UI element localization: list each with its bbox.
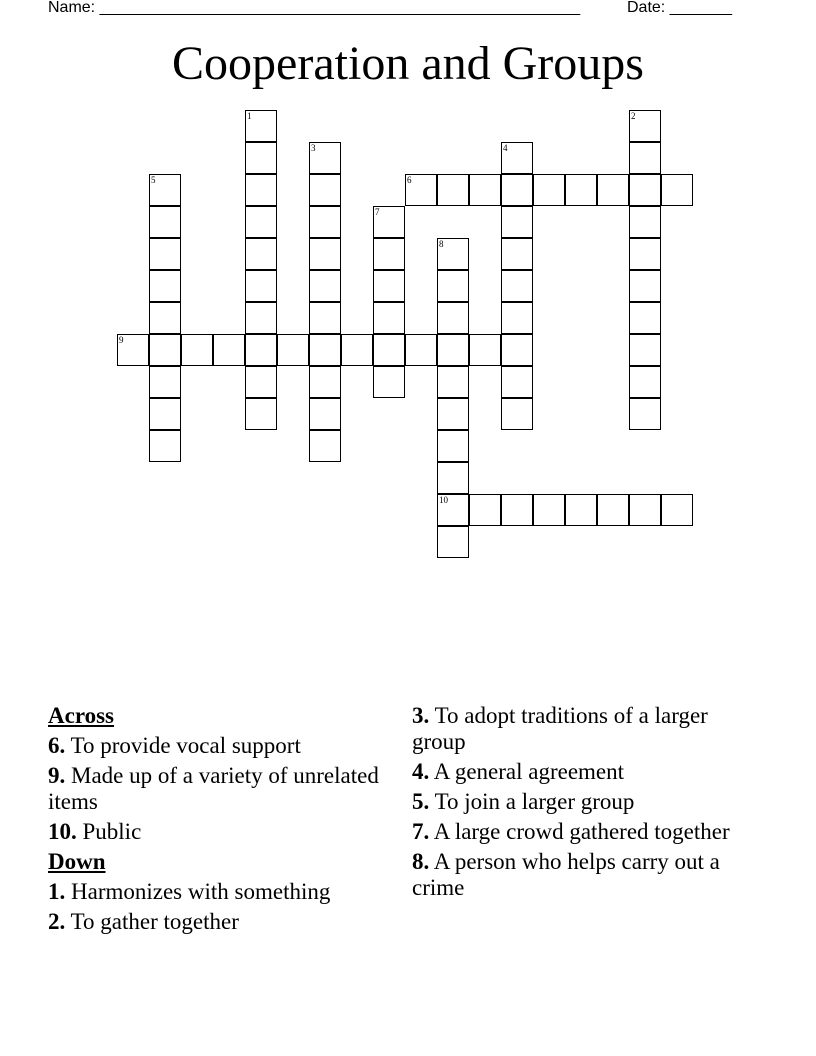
crossword-cell[interactable]: [501, 302, 533, 334]
clue-down-1: 1. Harmonizes with something: [48, 879, 331, 904]
crossword-cell[interactable]: [245, 174, 277, 206]
crossword-cell[interactable]: [245, 110, 277, 142]
crossword-cell[interactable]: [469, 494, 501, 526]
crossword-cell[interactable]: [437, 270, 469, 302]
clue-across-10: 10. Public: [48, 819, 142, 844]
crossword-cell[interactable]: [661, 174, 693, 206]
crossword-cell[interactable]: [149, 334, 181, 366]
crossword-cell[interactable]: [373, 270, 405, 302]
date-field-label: Date: _______: [627, 0, 732, 16]
crossword-cell[interactable]: [341, 334, 373, 366]
crossword-cell[interactable]: [597, 494, 629, 526]
cell-number: 2: [631, 111, 636, 121]
crossword-cell[interactable]: [309, 334, 341, 366]
crossword-cell[interactable]: [373, 206, 405, 238]
crossword-cell[interactable]: [629, 206, 661, 238]
crossword-cell[interactable]: [373, 302, 405, 334]
cell-number: 7: [375, 207, 380, 217]
crossword-cell[interactable]: [405, 174, 437, 206]
clue-down-7: 7. A large crowd gathered together: [412, 819, 730, 844]
clues-column-left: [48, 703, 388, 939]
crossword-cell[interactable]: [309, 174, 341, 206]
crossword-cell[interactable]: [629, 110, 661, 142]
crossword-cell[interactable]: [245, 366, 277, 398]
crossword-cell[interactable]: [629, 238, 661, 270]
clue-across-9: 9. Made up of a variety of unrelated items: [48, 763, 379, 814]
crossword-cell[interactable]: [501, 174, 533, 206]
page-title: Cooperation and Groups: [172, 37, 644, 90]
crossword-cell[interactable]: [437, 526, 469, 558]
crossword-cell[interactable]: [629, 398, 661, 430]
crossword-cell[interactable]: [437, 366, 469, 398]
crossword-cell[interactable]: [245, 142, 277, 174]
crossword-cell[interactable]: [437, 334, 469, 366]
crossword-cell[interactable]: [629, 142, 661, 174]
crossword-cell[interactable]: [245, 238, 277, 270]
crossword-cell[interactable]: [309, 366, 341, 398]
crossword-cell[interactable]: [629, 270, 661, 302]
crossword-cell[interactable]: [181, 334, 213, 366]
crossword-cell[interactable]: [597, 174, 629, 206]
clue-down-5: 5. To join a larger group: [412, 789, 635, 814]
crossword-cell[interactable]: [629, 494, 661, 526]
crossword-cell[interactable]: [373, 366, 405, 398]
cell-number: 1: [247, 111, 252, 121]
crossword-cell[interactable]: [437, 238, 469, 270]
crossword-cell[interactable]: [213, 334, 245, 366]
name-field-label: Name: ______________________________________________________: [48, 0, 581, 16]
crossword-cell[interactable]: [309, 238, 341, 270]
crossword-cell[interactable]: [245, 302, 277, 334]
crossword-cell[interactable]: [533, 494, 565, 526]
crossword-cell[interactable]: [629, 174, 661, 206]
cell-number: 5: [151, 175, 156, 185]
crossword-cell[interactable]: [373, 334, 405, 366]
cell-number: 8: [439, 239, 444, 249]
crossword-cell[interactable]: [245, 398, 277, 430]
crossword-cell[interactable]: [149, 430, 181, 462]
crossword-cell[interactable]: [437, 302, 469, 334]
crossword-cell[interactable]: [309, 270, 341, 302]
cell-number: 3: [311, 143, 316, 153]
crossword-cell[interactable]: [309, 430, 341, 462]
crossword-cell[interactable]: [437, 174, 469, 206]
crossword-cell[interactable]: [565, 174, 597, 206]
crossword-cell[interactable]: [437, 462, 469, 494]
down-heading: Down: [48, 849, 106, 874]
cell-number: 9: [119, 335, 124, 345]
crossword-cell[interactable]: [565, 494, 597, 526]
crossword-cell[interactable]: [149, 366, 181, 398]
crossword-cell[interactable]: [309, 206, 341, 238]
crossword-cell[interactable]: [245, 270, 277, 302]
crossword-cell[interactable]: [501, 206, 533, 238]
crossword-cell[interactable]: [629, 334, 661, 366]
cell-number: 10: [439, 495, 448, 505]
crossword-cell[interactable]: [501, 366, 533, 398]
crossword-cell[interactable]: [501, 334, 533, 366]
across-heading: Across: [48, 703, 115, 728]
cell-number: 4: [503, 143, 508, 153]
crossword-cell[interactable]: [501, 238, 533, 270]
crossword-cell[interactable]: [149, 238, 181, 270]
clues-column-right: [412, 703, 752, 905]
crossword-cell[interactable]: [149, 302, 181, 334]
crossword-cell[interactable]: [437, 430, 469, 462]
crossword-cell[interactable]: [501, 494, 533, 526]
crossword-cell[interactable]: [533, 174, 565, 206]
clue-down-3: 3. To adopt traditions of a larger group: [412, 703, 708, 754]
crossword-cell[interactable]: [149, 206, 181, 238]
crossword-cell[interactable]: [277, 334, 309, 366]
crossword-cell[interactable]: [149, 398, 181, 430]
clue-down-8: 8. A person who helps carry out a crime: [412, 849, 720, 900]
clue-down-4: 4. A general agreement: [412, 759, 625, 784]
crossword-cell[interactable]: [117, 334, 149, 366]
crossword-cell[interactable]: [629, 302, 661, 334]
crossword-cell[interactable]: [309, 398, 341, 430]
cell-number: 6: [407, 175, 412, 185]
crossword-cell[interactable]: [437, 494, 469, 526]
crossword-cell[interactable]: [501, 270, 533, 302]
crossword-cell[interactable]: [245, 334, 277, 366]
crossword-cell[interactable]: [469, 174, 501, 206]
clue-across-6: 6. To provide vocal support: [48, 733, 301, 758]
crossword-cell[interactable]: [245, 206, 277, 238]
crossword-cell[interactable]: [437, 398, 469, 430]
crossword-cell[interactable]: [309, 142, 341, 174]
crossword-cell[interactable]: [629, 366, 661, 398]
crossword-cell[interactable]: [149, 174, 181, 206]
crossword-cell[interactable]: [501, 398, 533, 430]
crossword-cell[interactable]: [661, 494, 693, 526]
crossword-cell[interactable]: [469, 334, 501, 366]
crossword-cell[interactable]: [405, 334, 437, 366]
clue-down-2: 2. To gather together: [48, 909, 239, 934]
crossword-cell[interactable]: [501, 142, 533, 174]
crossword-cell[interactable]: [309, 302, 341, 334]
crossword-cell[interactable]: [149, 270, 181, 302]
crossword-cell[interactable]: [373, 238, 405, 270]
